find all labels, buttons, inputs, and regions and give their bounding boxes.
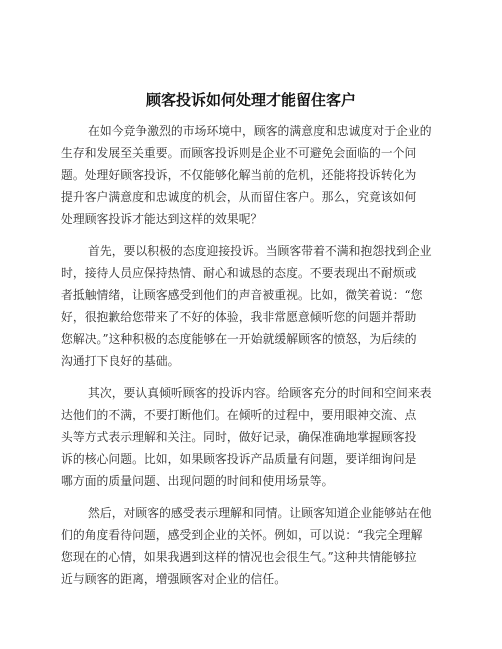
document-title: 顾客投诉如何处理才能留住客户 [145, 91, 356, 109]
paragraph-line: 题。处理好顾客投诉，不仅能够化解当前的危机，还能将投诉转化为 [61, 168, 417, 182]
paragraph-line: 头等方式表示理解和关注。同时，做好记录，确保准确地掌握顾客投 [61, 430, 417, 444]
paragraph-line: 达他们的不满，不要打断他们。在倾听的过程中，要用眼神交流、点 [61, 408, 417, 422]
paragraph-line: 诉的核心问题。比如，如果顾客投诉产品质量有问题，要详细询问是 [61, 452, 417, 466]
paragraph-line: 们的角度看待问题，感受到企业的关怀。例如，可以说：“我完全理解 [61, 528, 423, 542]
paragraph-line: 您现在的心情，如果我遇到这样的情况也会很生气。”这种共情能够拉 [61, 550, 417, 564]
paragraph-line: 者抵触情绪，让顾客感受到他们的声音被重视。比如，微笑着说：“您 [61, 288, 423, 302]
paragraph-line: 沟通打下良好的基础。 [61, 354, 180, 368]
paragraph-line: 时，接待人员应保持热情、耐心和诚恳的态度。不要表现出不耐烦或 [61, 266, 417, 280]
paragraph-line: 首先，要以积极的态度迎接投诉。当顾客带着不满和抱怨找到企业 [88, 244, 432, 258]
paragraph-line: 处理顾客投诉才能达到这样的效果呢？ [61, 212, 263, 226]
paragraph-line: 其次，要认真倾听顾客的投诉内容。给顾客充分的时间和空间来表 [88, 386, 432, 400]
paragraph-line: 在如今竞争激烈的市场环境中，顾客的满意度和忠诚度对于企业的 [88, 124, 432, 138]
paragraph-line: 好，很抱歉给您带来了不好的体验，我非常愿意倾听您的问题并帮助 [61, 310, 417, 324]
paragraph-line: 生存和发展至关重要。而顾客投诉则是企业不可避免会面临的一个问 [61, 146, 417, 160]
paragraph-line: 您解决。”这种积极的态度能够在一开始就缓解顾客的愤怒，为后续的 [61, 332, 417, 346]
paragraph-line: 哪方面的质量问题、出现问题的时间和使用场景等。 [61, 474, 334, 488]
paragraph-line: 提升客户满意度和忠诚度的机会，从而留住客户。那么，究竟该如何 [61, 190, 417, 204]
paragraph-line: 然后，对顾客的感受表示理解和同情。让顾客知道企业能够站在他 [88, 506, 432, 520]
paragraph-line: 近与顾客的距离，增强顾客对企业的信任。 [61, 572, 287, 586]
